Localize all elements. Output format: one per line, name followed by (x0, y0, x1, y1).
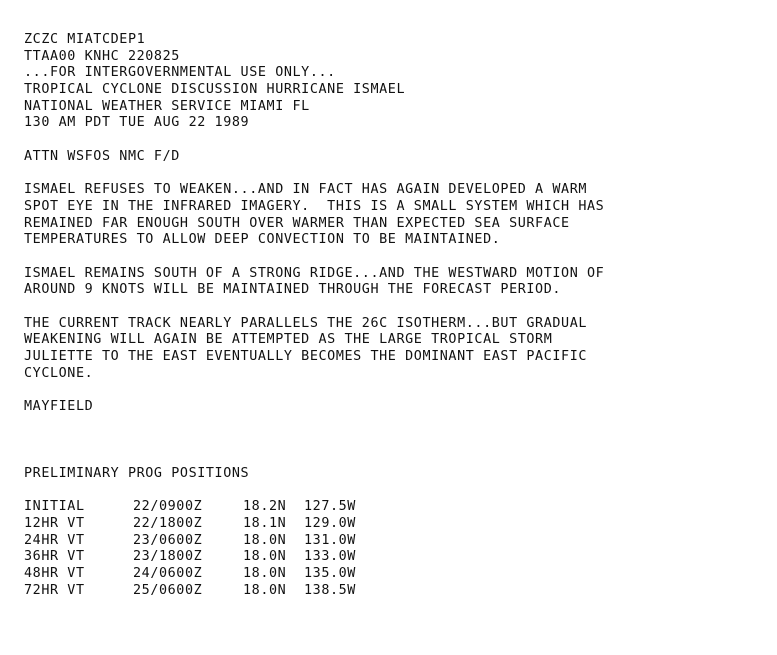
prog-lon: 131.0W (304, 532, 356, 548)
prog-label: 48HR VT (24, 566, 85, 582)
prog-lat: 18.0N (243, 582, 287, 598)
prog-label: INITIAL (24, 499, 85, 515)
paragraph-line: ISMAEL REMAINS SOUTH OF A STRONG RIDGE...AND THE WESTWARD MOTION OF (24, 265, 605, 281)
prog-lat: 18.0N (243, 549, 287, 565)
prog-row (24, 583, 764, 600)
attn-line: ATTN WSFOS NMC F/D (24, 148, 180, 164)
header-line: TTAA00 KNHC 220825 (24, 48, 180, 64)
prog-row (24, 566, 764, 583)
paragraph-line: JULIETTE TO THE EAST EVENTUALLY BECOMES THE DOMINANT EAST PACIFIC (24, 349, 588, 365)
prog-time: 23/1800Z (133, 549, 203, 565)
paragraph-3 (24, 316, 764, 383)
prog-row (24, 549, 764, 566)
bulletin-document (24, 32, 764, 599)
prog-time: 22/1800Z (133, 515, 203, 531)
prog-table (24, 499, 764, 599)
header-line: NATIONAL WEATHER SERVICE MIAMI FL (24, 98, 310, 114)
header-line: 130 AM PDT TUE AUG 22 1989 (24, 115, 250, 131)
spacer (24, 416, 764, 466)
paragraph-line: TEMPERATURES TO ALLOW DEEP CONVECTION TO BE MAINTAINED. (24, 232, 501, 248)
prog-row (24, 516, 764, 533)
prog-lon: 129.0W (304, 515, 356, 531)
paragraph-line: WEAKENING WILL AGAIN BE ATTEMPTED AS THE LARGE TROPICAL STORM (24, 332, 553, 348)
prog-label: 72HR VT (24, 582, 85, 598)
spacer (24, 166, 764, 183)
prog-lon: 127.5W (304, 499, 356, 515)
prog-lat: 18.2N (243, 499, 287, 515)
prog-label: 12HR VT (24, 515, 85, 531)
prog-lat: 18.1N (243, 515, 287, 531)
paragraph-line: REMAINED FAR ENOUGH SOUTH OVER WARMER THAN EXPECTED SEA SURFACE (24, 215, 570, 231)
prog-title: PRELIMINARY PROG POSITIONS (24, 465, 250, 481)
paragraph-line: CYCLONE. (24, 365, 94, 381)
prog-time: 22/0900Z (133, 499, 203, 515)
spacer (24, 249, 764, 266)
prog-lon: 138.5W (304, 582, 356, 598)
spacer (24, 132, 764, 149)
header-line: TROPICAL CYCLONE DISCUSSION HURRICANE ISMAEL (24, 82, 406, 98)
prog-time: 24/0600Z (133, 566, 203, 582)
prog-label: 24HR VT (24, 532, 85, 548)
prog-time: 25/0600Z (133, 582, 203, 598)
paragraph-line: AROUND 9 KNOTS WILL BE MAINTAINED THROUGH THE FORECAST PERIOD. (24, 282, 562, 298)
prog-label: 36HR VT (24, 549, 85, 565)
prog-time: 23/0600Z (133, 532, 203, 548)
paragraph-1 (24, 182, 764, 249)
paragraph-2 (24, 266, 764, 299)
prog-row (24, 499, 764, 516)
forecaster-signature: MAYFIELD (24, 399, 94, 415)
header-line: ZCZC MIATCDEP1 (24, 32, 146, 47)
spacer (24, 299, 764, 316)
header-line: ...FOR INTERGOVERNMENTAL USE ONLY... (24, 65, 336, 81)
prog-row (24, 533, 764, 550)
paragraph-line: ISMAEL REFUSES TO WEAKEN...AND IN FACT HAS AGAIN DEVELOPED A WARM (24, 182, 588, 198)
bulletin-header (24, 32, 764, 132)
spacer (24, 382, 764, 399)
spacer (24, 483, 764, 500)
paragraph-line: THE CURRENT TRACK NEARLY PARALLELS THE 26C ISOTHERM...BUT GRADUAL (24, 315, 588, 331)
prog-lon: 135.0W (304, 566, 356, 582)
prog-lon: 133.0W (304, 549, 356, 565)
prog-lat: 18.0N (243, 566, 287, 582)
prog-lat: 18.0N (243, 532, 287, 548)
paragraph-line: SPOT EYE IN THE INFRARED IMAGERY. THIS IS A SMALL SYSTEM WHICH HAS (24, 198, 605, 214)
